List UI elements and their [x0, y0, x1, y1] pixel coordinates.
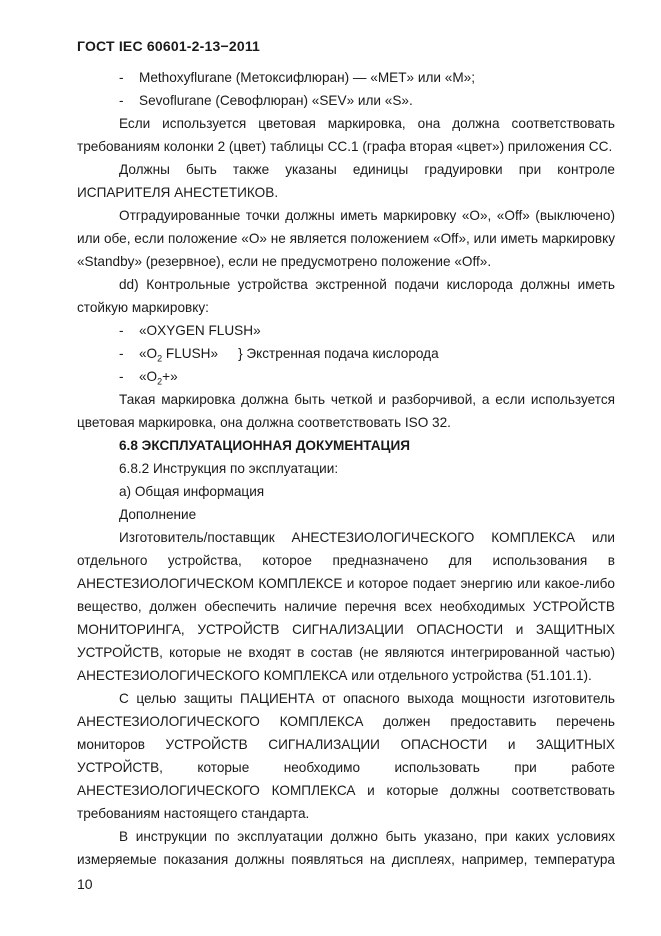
paragraph-line: АНЕСТЕЗИОЛОГИЧЕСКОГО КОМПЛЕКСА и которые должны соответствовать — [77, 783, 615, 798]
list-item-text: «O — [139, 346, 158, 361]
subscript: 2 — [157, 353, 163, 364]
paragraph-line: или обе, если положение «O» не является положением «Off», или иметь маркировку — [77, 231, 615, 246]
paragraph-line: АНЕСТЕЗИОЛОГИЧЕСКОМ КОМПЛЕКСЕ и которое подает энергию или какое-либо — [77, 576, 615, 591]
paragraph-line: стойкую маркировку: — [77, 300, 209, 315]
paragraph-line: С целью защиты ПАЦИЕНТА от опасного выхода мощности изготовитель — [119, 691, 615, 706]
list-item: - Methoxyflurane (Метоксифлюран) — «MET» или «M»; — [119, 70, 475, 85]
subsection-title: Дополнение — [119, 507, 197, 522]
list-item-text: Methoxyflurane (Метоксифлюран) — «MET» или «M»; — [139, 70, 475, 85]
brace-annotation: } Экстренная подача кислорода — [238, 346, 439, 361]
list-item: - «$O_2$ FLUSH» } Экстренная подача кислорода — [77, 342, 615, 365]
list-item-text: FLUSH» — [162, 346, 219, 361]
list-item-text: «OXYGEN FLUSH» — [139, 323, 261, 338]
paragraph-line: Отградуированные точки должны иметь маркировку «O», «Off» (выключено) — [119, 208, 615, 223]
paragraph-line: измеряемые показания должны появляться на дисплеях, например, температура — [77, 852, 615, 867]
paragraph-line: МОНИТОРИНГА, УСТРОЙСТВ СИГНАЛИЗАЦИИ ОПАСНОСТИ и ЗАЩИТНЫХ — [77, 622, 615, 637]
paragraph-line: АНЕСТЕЗИОЛОГИЧЕСКОГО КОМПЛЕКСА или отдельного устройства (51.101.1). — [77, 668, 592, 683]
paragraph-line: отдельного устройства, которое предназначено для использования в — [77, 553, 615, 568]
subscript: 2 — [157, 376, 163, 387]
paragraph-line: цветовая маркировка, она должна соответствовать ISO 32. — [77, 415, 451, 430]
page-number: 10 — [77, 876, 93, 892]
paragraph-line: Изготовитель/поставщик АНЕСТЕЗИОЛОГИЧЕСКОГО КОМПЛЕКСА или — [119, 530, 615, 545]
paragraph-line: Если используется цветовая маркировка, она должна соответствовать — [119, 116, 615, 131]
paragraph-line: dd) Контрольные устройства экстренной подачи кислорода должны иметь — [119, 277, 615, 292]
list-item: - «$O_2+$» — [119, 369, 178, 387]
list-item-text: «O — [139, 369, 158, 384]
paragraph-line: Должны быть также указаны единицы градуировки при контроле — [119, 162, 615, 177]
paragraph-line: УСТРОЙСТВ, которые не входят в состав (не являются интегрированной частью) — [77, 645, 615, 660]
document-header: ГОСТ IEC 60601-2-13−2011 — [77, 38, 261, 54]
paragraph-line: требованиям настоящего стандарта. — [77, 806, 310, 821]
list-item-text: Sevoflurane (Севофлюран) «SEV» или «S». — [139, 93, 413, 108]
list-item: - «OXYGEN FLUSH» — [119, 323, 261, 338]
paragraph-line: ИСПАРИТЕЛЯ АНЕСТЕТИКОВ. — [77, 185, 279, 200]
paragraph-line: вещество, должен обеспечить наличие перечня всех необходимых УСТРОЙСТВ — [77, 599, 615, 614]
section-heading: 6.8 ЭКСПЛУАТАЦИОННАЯ ДОКУМЕНТАЦИЯ — [119, 438, 410, 453]
subsection-title: 6.8.2 Инструкция по эксплуатации: — [119, 461, 339, 476]
paragraph-line: требованиям колонки 2 (цвет) таблицы СС.1 (графа вторая «цвет») приложения СС. — [77, 139, 613, 154]
paragraph-line: Такая маркировка должна быть четкой и разборчивой, а если используется — [119, 392, 615, 407]
list-item-text: +» — [162, 369, 178, 384]
paragraph-line: мониторов УСТРОЙСТВ СИГНАЛИЗАЦИИ ОПАСНОСТИ и ЗАЩИТНЫХ — [77, 737, 615, 752]
list-item: - Sevoflurane (Севофлюран) «SEV» или «S». — [119, 93, 413, 108]
paragraph-line: В инструкции по эксплуатации должно быть указано, при каких условиях — [119, 829, 615, 844]
paragraph-line: УСТРОЙСТВ, которые необходимо использовать при работе — [77, 760, 615, 775]
subsection-title: a) Общая информация — [119, 484, 265, 499]
paragraph-line: «Standby» (резервное), если не предусмотрено положение «Off». — [77, 254, 492, 269]
paragraph-line: АНЕСТЕЗИОЛОГИЧЕСКОГО КОМПЛЕКСА должен предоставить перечень — [77, 714, 615, 729]
document-body — [77, 66, 615, 871]
